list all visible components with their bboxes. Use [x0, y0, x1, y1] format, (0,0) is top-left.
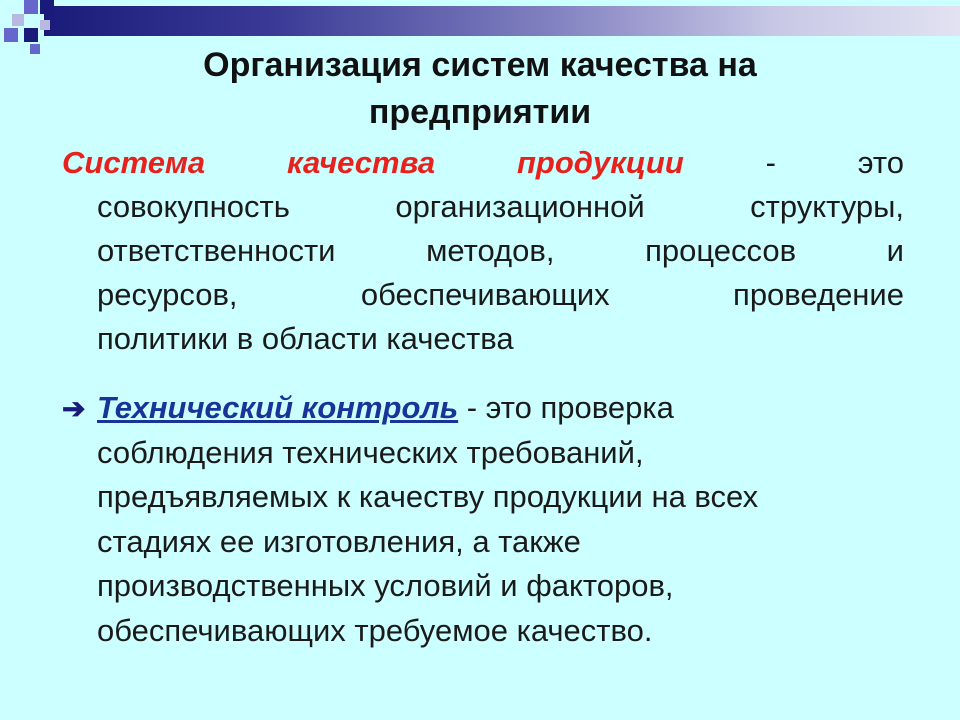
slide-title [40, 42, 920, 136]
word: процессов [645, 233, 797, 268]
text-line: предъявляемых к качеству продукции на всех [97, 479, 759, 515]
term-word: продукции [516, 145, 684, 180]
term-word: Система [62, 145, 206, 180]
definition-line [97, 431, 922, 476]
text-line: политики в области качества [97, 321, 514, 356]
definition-line [62, 141, 904, 185]
word: ответственности [97, 233, 336, 268]
decor-square [40, 20, 50, 30]
term-technical-control: Технический контроль [97, 390, 459, 425]
text-line: производственных условий и факторов, [97, 568, 674, 604]
decor-square [12, 14, 24, 26]
text-line: стадиях ее изготовления, а также [97, 523, 581, 559]
decor-square [40, 0, 54, 14]
word: организационной [395, 189, 645, 224]
word: ресурсов, [97, 277, 238, 312]
word: проведение [733, 277, 904, 312]
definition-line [97, 229, 904, 273]
term-word: качества [286, 145, 436, 180]
definition-line [97, 564, 922, 609]
slide-title-line-1: Организация систем качества на [203, 46, 757, 84]
definition-line [97, 185, 904, 229]
text-line: - это проверка [458, 390, 674, 425]
word: и [886, 233, 904, 268]
definition-line [97, 317, 904, 361]
word: обеспечивающих [360, 277, 610, 312]
definition-quality-system [62, 141, 904, 361]
arrow-bullet-icon: ➔ [62, 393, 86, 424]
definition-line [97, 520, 922, 565]
definition-line [62, 386, 922, 431]
decor-square [24, 28, 38, 42]
decor-square [30, 44, 40, 54]
header-gradient-bar [44, 6, 960, 36]
definition-technical-control [62, 386, 922, 654]
decor-square [24, 0, 38, 14]
connector-word: это [857, 145, 904, 180]
dash: - [765, 145, 776, 180]
text-line: обеспечивающих требуемое качество. [97, 612, 653, 648]
definition-line [97, 273, 904, 317]
decor-square [4, 28, 18, 42]
word: методов, [426, 233, 555, 268]
text-line: соблюдения технических требований, [97, 434, 644, 470]
word: совокупность [97, 189, 290, 224]
definition-line [97, 475, 922, 520]
definition-line [97, 609, 922, 654]
word: структуры, [750, 189, 904, 224]
slide-title-line-2: предприятии [368, 93, 592, 131]
